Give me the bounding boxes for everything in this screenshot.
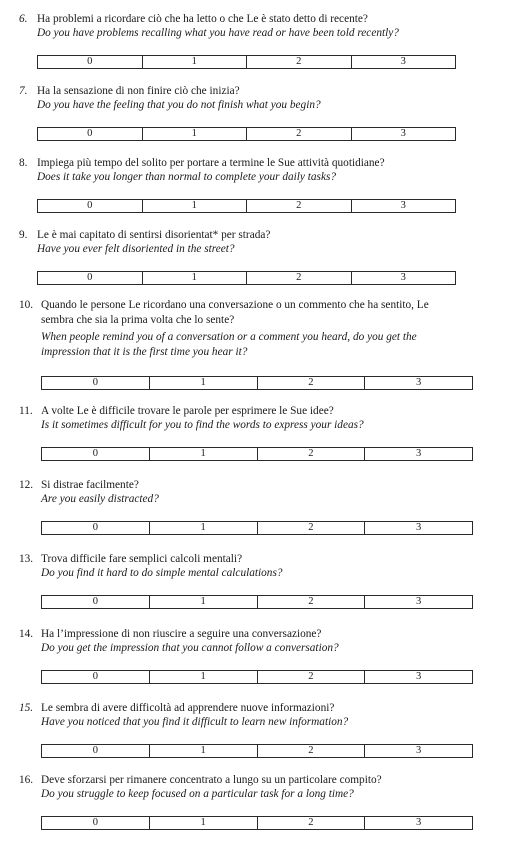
rating-scale: [37, 271, 456, 285]
rating-option-0[interactable]: 0: [38, 272, 143, 284]
question-number: 12.: [19, 479, 34, 491]
question-text-english: Does it take you longer than normal to complete your daily tasks?: [37, 171, 337, 183]
rating-option-2[interactable]: 2: [258, 596, 366, 608]
rating-option-0[interactable]: 0: [42, 522, 150, 534]
question-number: 9.: [19, 229, 28, 241]
question-text-english: Do you struggle to keep focused on a particular task for a long time?: [41, 788, 354, 800]
question-number: 6.: [19, 13, 28, 25]
question-number: 11.: [19, 405, 33, 417]
question-text-english: Do you get the impression that you cannot follow a conversation?: [41, 642, 339, 654]
rating-scale: [37, 199, 456, 213]
rating-option-3[interactable]: 3: [400, 56, 406, 67]
question-text-english: impression that it is the first time you hear it?: [41, 346, 248, 358]
rating-scale: [41, 521, 473, 535]
question-text-italian: Ha la sensazione di non finire ciò che inizia?: [37, 85, 240, 97]
question-text-italian: Trova difficile fare semplici calcoli mentali?: [41, 553, 243, 565]
rating-option-2[interactable]: 2: [258, 671, 366, 683]
rating-option-0[interactable]: 0: [42, 817, 150, 829]
rating-option-3[interactable]: 3: [416, 596, 422, 607]
rating-option-1[interactable]: 1: [143, 272, 248, 284]
rating-option-0[interactable]: 0: [38, 128, 143, 140]
rating-option-2[interactable]: 2: [247, 128, 352, 140]
question-text-italian: Impiega più tempo del solito per portare a termine le Sue attività quotidiane?: [37, 157, 385, 169]
rating-scale: [37, 55, 456, 69]
question-text-italian: Ha l’impressione di non riuscire a seguire una conversazione?: [41, 628, 322, 640]
rating-scale: [41, 447, 473, 461]
question-text-italian: Le è mai capitato di sentirsi disorientat* per strada?: [37, 229, 271, 241]
question-number: 10.: [19, 299, 34, 311]
rating-option-2[interactable]: 2: [258, 522, 366, 534]
rating-option-2[interactable]: 2: [247, 56, 352, 68]
question-text-italian: sembra che sia la prima volta che lo sente?: [41, 314, 235, 326]
rating-scale: [37, 127, 456, 141]
rating-option-0[interactable]: 0: [38, 200, 143, 212]
rating-scale: [41, 744, 473, 758]
question-text-italian: Ha problemi a ricordare ciò che ha letto o che Le è stato detto di recente?: [37, 13, 368, 25]
question-text-italian: A volte Le è difficile trovare le parole per esprimere le Sue idee?: [41, 405, 334, 417]
rating-option-1[interactable]: 1: [150, 522, 258, 534]
question-text-english: Are you easily distracted?: [41, 493, 159, 505]
question-text-english: Is it sometimes difficult for you to find the words to express your ideas?: [41, 419, 364, 431]
question-text-italian: Deve sforzarsi per rimanere concentrato a lungo su un particolare compito?: [41, 774, 382, 786]
question-number: 8.: [19, 157, 28, 169]
question-text-english: When people remind you of a conversation or a comment you heard, do you get the: [41, 331, 417, 343]
question-text-english: Do you have the feeling that you do not finish what you begin?: [37, 99, 321, 111]
question-number: 16.: [19, 774, 34, 786]
rating-option-2[interactable]: 2: [258, 448, 366, 460]
question-text-english: Do you have problems recalling what you have read or have been told recently?: [37, 27, 399, 39]
question-text-english: Do you find it hard to do simple mental calculations?: [41, 567, 283, 579]
rating-option-1[interactable]: 1: [143, 200, 248, 212]
question-text-italian: Si distrae facilmente?: [41, 479, 139, 491]
question-text-english: Have you noticed that you find it difficult to learn new information?: [41, 716, 349, 728]
rating-option-2[interactable]: 2: [247, 200, 352, 212]
rating-scale: [41, 595, 473, 609]
rating-option-3[interactable]: 3: [400, 200, 406, 211]
rating-scale: [41, 376, 473, 390]
rating-option-1[interactable]: 1: [150, 671, 258, 683]
rating-scale: [41, 670, 473, 684]
rating-option-3[interactable]: 3: [416, 522, 422, 533]
rating-option-2[interactable]: 2: [258, 377, 366, 389]
question-number: 15.: [19, 702, 34, 714]
rating-option-1[interactable]: 1: [150, 596, 258, 608]
rating-option-0[interactable]: 0: [42, 448, 150, 460]
rating-option-1[interactable]: 1: [150, 817, 258, 829]
rating-option-3[interactable]: 3: [400, 272, 406, 283]
rating-option-1[interactable]: 1: [143, 56, 248, 68]
rating-option-2[interactable]: 2: [258, 745, 366, 757]
question-number: 14.: [19, 628, 34, 640]
rating-option-3[interactable]: 3: [416, 448, 422, 459]
rating-option-0[interactable]: 0: [42, 745, 150, 757]
rating-option-3[interactable]: 3: [416, 377, 422, 388]
question-number: 13.: [19, 553, 34, 565]
rating-option-1[interactable]: 1: [143, 128, 248, 140]
rating-option-0[interactable]: 0: [42, 377, 150, 389]
rating-option-0[interactable]: 0: [42, 671, 150, 683]
rating-option-3[interactable]: 3: [416, 671, 422, 682]
rating-option-2[interactable]: 2: [247, 272, 352, 284]
rating-option-0[interactable]: 0: [38, 56, 143, 68]
question-number: 7.: [19, 85, 28, 97]
rating-option-1[interactable]: 1: [150, 745, 258, 757]
rating-option-1[interactable]: 1: [150, 377, 258, 389]
rating-option-0[interactable]: 0: [42, 596, 150, 608]
rating-option-3[interactable]: 3: [400, 128, 406, 139]
question-text-english: Have you ever felt disoriented in the street?: [37, 243, 235, 255]
rating-option-3[interactable]: 3: [416, 745, 422, 756]
rating-option-3[interactable]: 3: [416, 817, 422, 828]
question-text-italian: Quando le persone Le ricordano una conversazione o un commento che ha sentito, Le: [41, 299, 429, 311]
rating-scale: [41, 816, 473, 830]
rating-option-1[interactable]: 1: [150, 448, 258, 460]
question-text-italian: Le sembra di avere difficoltà ad apprendere nuove informazioni?: [41, 702, 335, 714]
rating-option-2[interactable]: 2: [258, 817, 366, 829]
